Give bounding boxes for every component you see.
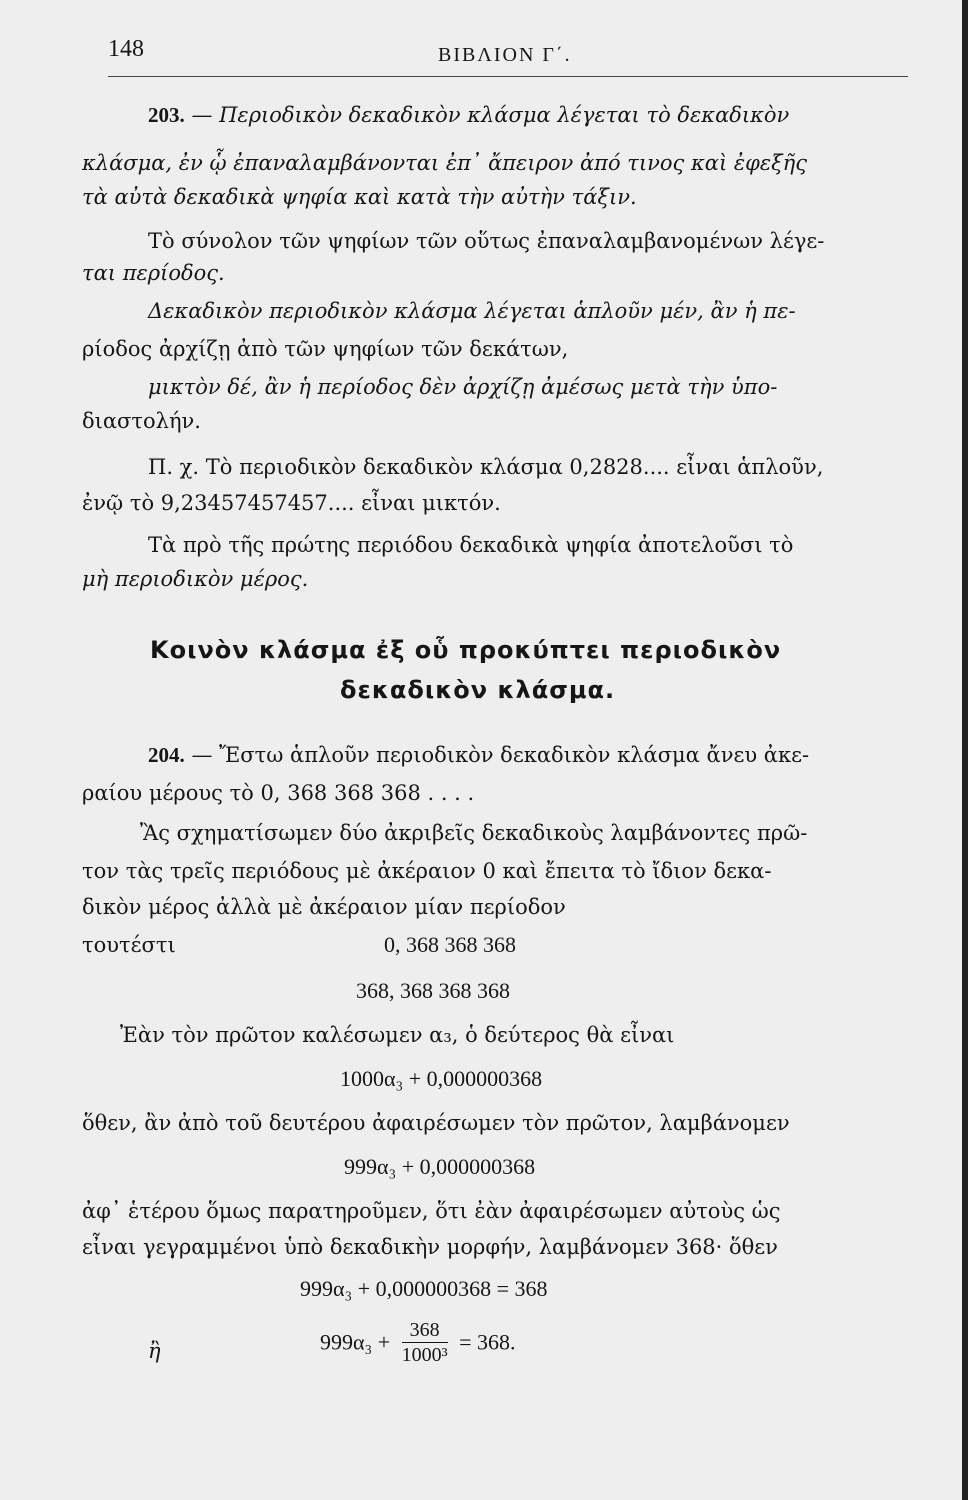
s204-line-5: δικὸν μέρος ἀλλὰ μὲ ἀκέραιον μίαν περίοδον — [82, 895, 566, 919]
s203-text-1: — Περιοδικὸν δεκαδικὸν κλάσμα λέγεται τὸ δεκαδικὸν — [191, 103, 790, 127]
page-header — [108, 36, 908, 77]
fraction-numerator: 368 — [409, 1319, 440, 1341]
s204-line-2: ραίου μέρους τὸ 0, 368 368 368 . . . . — [82, 781, 475, 805]
s203-line-6: Δεκαδικὸν περιοδικὸν κλάσμα λέγεται ἁπλοῦν μέν, ἂν ἡ πε- — [148, 299, 796, 323]
equation-6-right: = 368. — [459, 1329, 516, 1355]
equation-6-fraction — [402, 1318, 448, 1367]
page-number: 148 — [108, 36, 144, 62]
s204-line-4: τον τὰς τρεῖς περιόδους μὲ ἀκέραιον 0 καὶ ἔπειτα τὸ ἴδιον δεκα- — [82, 859, 772, 883]
s203-line-11: ἐνῷ τὸ 9,23457457457.... εἶναι μικτόν. — [82, 491, 501, 515]
fraction-denominator: 1000³ — [401, 1344, 448, 1366]
page-edge — [962, 0, 968, 1500]
s203-line-12: Τὰ πρὸ τῆς πρώτης περιόδου δεκαδικὰ ψηφία ἀποτελοῦσι τὸ — [148, 533, 794, 557]
s203-line-2: κλάσμα, ἐν ᾧ ἐπαναλαμβάνονται ἐπ᾿ ἄπειρον ἀπό τινος καὶ ἐφεξῆς — [82, 151, 808, 175]
section-heading-line-2: δεκαδικὸν κλάσμα. — [340, 676, 616, 704]
s204-line-9: ἀφ᾿ ἑτέρου ὅμως παρατηροῦμεν, ὅτι ἐὰν ἀφαιρέσωμεν αὐτοὺς ὡς — [82, 1199, 781, 1223]
s204-line-1 — [82, 740, 902, 770]
s203-line-1 — [82, 100, 902, 130]
s203-line-4: Τὸ σύνολον τῶν ψηφίων τῶν οὕτως ἐπαναλαμβανομένων λέγε- — [148, 229, 825, 253]
equation-2: 368, 368 368 368 — [356, 978, 510, 1003]
equation-6 — [320, 1318, 516, 1367]
s203-line-10: Π. χ. Τὸ περιοδικὸν δεκαδικὸν κλάσμα 0,2828.... εἶναι ἁπλοῦν, — [148, 455, 824, 479]
equation-3: 1000α₃ + 0,000000368 — [340, 1066, 543, 1091]
s203-line-3: τὰ αὐτὰ δεκαδικὰ ψηφία καὶ κατὰ τὴν αὐτὴν τάξιν. — [82, 185, 637, 209]
s204-line-7: Ἐὰν τὸν πρῶτον καλέσωμεν α₃, ὁ δεύτερος θὰ εἶναι — [120, 1023, 675, 1047]
s203-number: 203. — [148, 103, 185, 127]
equation-1: 0, 368 368 368 — [384, 932, 516, 957]
s203-line-7: ρίοδος ἀρχίζῃ ἀπὸ τῶν ψηφίων τῶν δεκάτων, — [82, 337, 569, 361]
s204-text-1: — Ἔστω ἁπλοῦν περιοδικὸν δεκαδικὸν κλάσμα ἄνευ ἀκε- — [191, 743, 810, 767]
s204-line-10: εἶναι γεγραμμένοι ὑπὸ δεκαδικὴν μορφήν, λαμβάνομεν 368· ὅθεν — [82, 1235, 778, 1259]
equation-4: 999α₃ + 0,000000368 — [344, 1154, 536, 1179]
equation-5: 999α₃ + 0,000000368 = 368 — [300, 1276, 548, 1301]
s204-line-3: Ἂς σχηματίσωμεν δύο ἀκριβεῖς δεκαδικοὺς λαμβάνοντες πρῶ- — [140, 821, 808, 845]
s204-label-toutesti: τουτέστι — [82, 933, 176, 957]
s203-line-8: μικτὸν δέ, ἂν ἡ περίοδος δὲν ἀρχίζῃ ἀμέσως μετὰ τὴν ὑπο- — [148, 375, 778, 399]
s203-line-13: μὴ περιοδικὸν μέρος. — [82, 567, 309, 591]
s203-line-9: διαστολήν. — [82, 409, 201, 433]
or-label: ἢ — [148, 1339, 161, 1363]
s204-number: 204. — [148, 743, 185, 767]
equation-6-left: 999α₃ + — [320, 1329, 391, 1355]
s204-line-8: ὅθεν, ἂν ἀπὸ τοῦ δευτέρου ἀφαιρέσωμεν τὸν πρῶτον, λαμβάνομεν — [82, 1111, 790, 1135]
section-heading-line-1: Κοινὸν κλάσμα ἐξ οὗ προκύπτει περιοδικὸν — [150, 636, 782, 664]
s203-line-5: ται περίοδος. — [82, 261, 225, 285]
running-head: ΒΙΒΛΙΟΝ Γ΄. — [438, 44, 572, 66]
